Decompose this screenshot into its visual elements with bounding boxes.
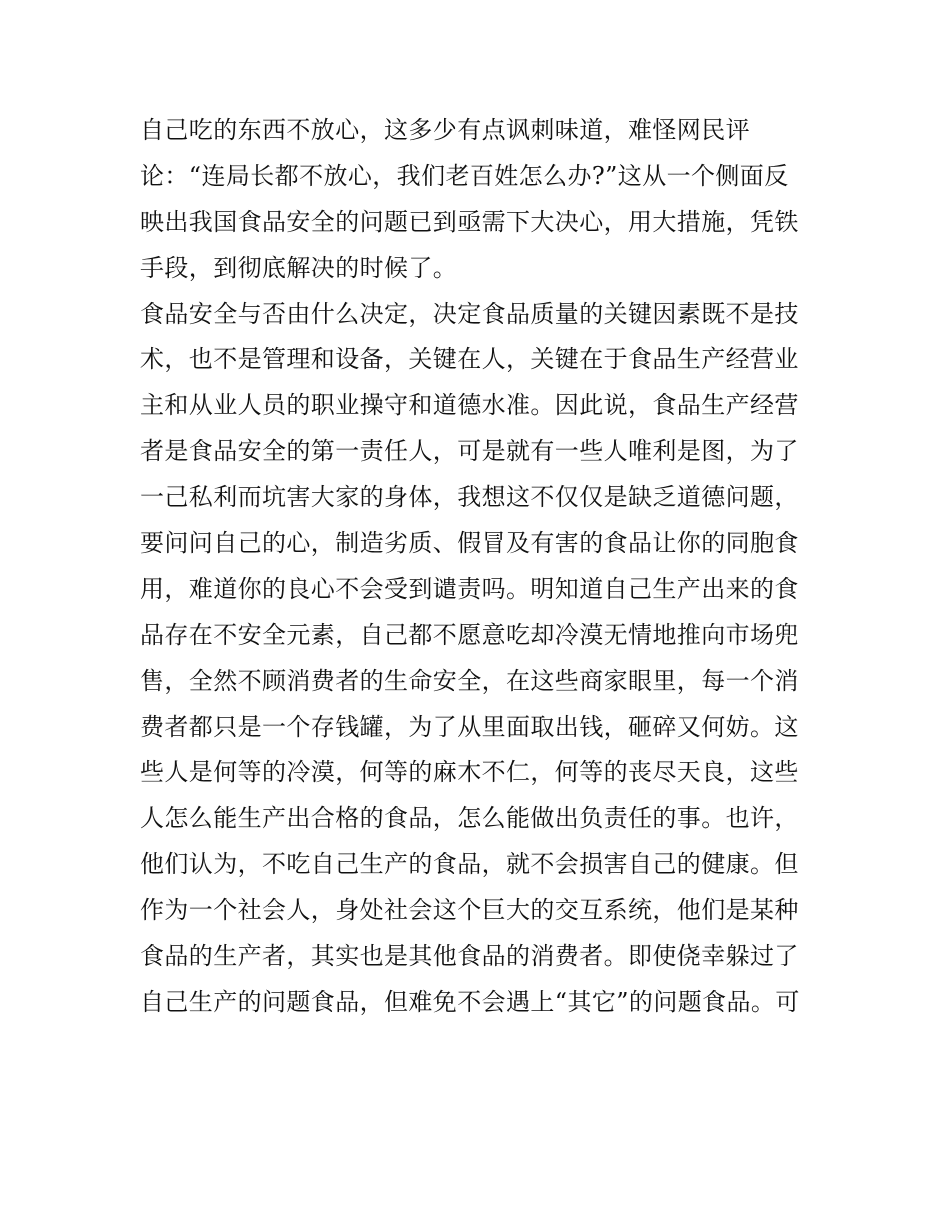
- text-line: 用，难道你的良心不会受到谴责吗。明知道自己生产出来的食: [140, 574, 799, 603]
- text-line: 者是食品安全的第一责任人，可是就有一些人唯利是图，为了: [140, 437, 799, 466]
- text-line: 些人是何等的冷漠，何等的麻木不仁，何等的丧尽天良，这些: [140, 758, 799, 787]
- text-line: 手段，到彻底解决的时候了。: [140, 253, 458, 282]
- text-line: 术，也不是管理和设备，关键在人，关键在于食品生产经营业: [140, 345, 799, 374]
- text-line: 售，全然不顾消费者的生命安全，在这些商家眼里，每一个消: [140, 666, 799, 695]
- text-line: 费者都只是一个存钱罐，为了从里面取出钱，砸碎又何妨。这: [140, 712, 799, 741]
- text-line: 论：“连局长都不放心，我们老百姓怎么办?”这从一个侧面反: [140, 161, 789, 190]
- text-line: 自己吃的东西不放心，这多少有点讽刺味道，难怪网民评: [140, 116, 750, 144]
- text-line: 食品的生产者，其实也是其他食品的消费者。即使侥幸躲过了: [140, 942, 799, 971]
- text-line: 食品安全与否由什么决定，决定食品质量的关键因素既不是技: [140, 299, 799, 328]
- text-line: 映出我国食品安全的问题已到亟需下大决心，用大措施，凭铁: [140, 207, 799, 236]
- text-line: 他们认为，不吃自己生产的食品，就不会损害自己的健康。但: [140, 850, 799, 879]
- text-line: 品存在不安全元素，自己都不愿意吃却冷漠无情地推向市场兜: [140, 620, 799, 649]
- body-text: [140, 108, 820, 1026]
- text-line: 要问问自己的心，制造劣质、假冒及有害的食品让你的同胞食: [140, 529, 799, 558]
- text-line: 主和从业人员的职业操守和道德水准。因此说，食品生产经营: [140, 391, 799, 420]
- text-line: 作为一个社会人，身处社会这个巨大的交互系统，他们是某种: [140, 896, 799, 925]
- text-line: 一己私利而坑害大家的身体，我想这不仅仅是缺乏道德问题，: [140, 483, 799, 512]
- text-line: 自己生产的问题食品，但难免不会遇上“其它”的问题食品。可: [140, 987, 800, 1016]
- text-line: 人怎么能生产出合格的食品，怎么能做出负责任的事。也许，: [140, 804, 799, 833]
